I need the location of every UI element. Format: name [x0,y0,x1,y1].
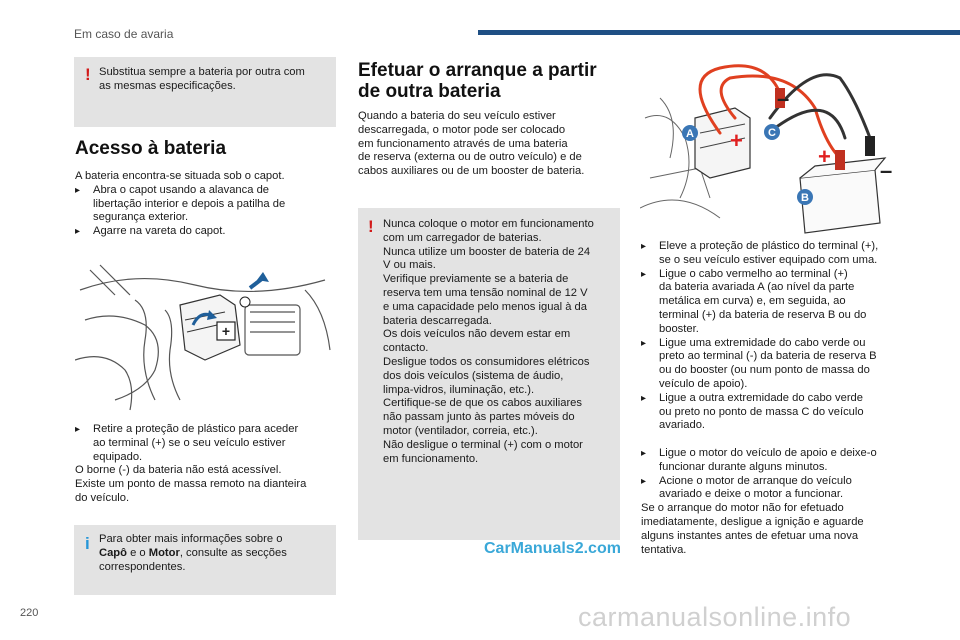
engine-bay-illustration [75,250,337,414]
note-text: O borne (-) da bateria não está acessível. [75,464,282,477]
site-watermark: CarManuals2.com [484,540,621,557]
warning-line: Substitua sempre a bateria por outra com [99,66,305,78]
battery-warning-box [74,57,336,127]
svg-text:+: + [221,323,231,339]
list-item: ▸ Ligue a outra extremidade do cabo verde ou preto no ponto de massa C do veículo avariado. [641,392,909,433]
warning-icon: ! [368,217,374,236]
section-header: Em caso de avaria [74,27,174,41]
list-item: ▸ Acione o motor de arranque do veículo avariado e deixe o motor a funcionar. [641,475,909,503]
closing-text: tentativa. [641,543,687,556]
warning-icon: ! [85,65,91,84]
jump-start-warning-box: ! Nunca coloque o motor em funcionamento com um carregador de baterias. Nunca utilize um booster de bateria de 24 V ou mais. Verifique previamente se a bateria de reserva tem uma tensão nominal de 12 V e uma capacidade pelo menos igual à da bateria descarregada. Os dois veículos não devem estar em contacto. Desligue todos os consumidores elétricos dos dois veículos (sistema de áudio, limpa-vidros, iluminação, etc.). Certifique-se de que os cabos auxiliares não passam junto às partes móveis do motor (ventilador, correia, etc.). Não desligue o terminal (+) com o motor em funcionamento. [358,208,620,540]
label-c: C [768,127,776,139]
info-box: i Para obter mais informações sobre o Capô e o Motor, consulte as secções correspondentes. [74,525,336,595]
battery-access-title: Acesso à bateria [75,138,227,159]
list-item: ▸ Retire a proteção de plástico para aceder ao terminal (+) se o seu veículo estiver equipado. [75,423,340,464]
page-number: 220 [20,607,39,619]
intro-text: A bateria encontra-se situada sob o capot. [75,170,285,182]
plus-label: + [730,128,743,153]
footer-watermark: carmanualsonline.info [578,602,852,632]
list-item: ▸ Ligue o motor do veículo de apoio e deixe-o funcionar durante alguns minutos. [641,447,909,475]
label-b: B [801,192,809,204]
warning-line: as mesmas especificações. [99,79,236,92]
list-item: ▸ Ligue o cabo vermelho ao terminal (+) da bateria avariada A (ao nível da parte metálica em curva) e, em seguida, ao terminal (+) da bateria de reserva B ou do booster. [641,268,909,337]
note-text: Existe um ponto de massa remoto na dianteira [75,478,307,491]
header-bar [478,30,960,35]
closing-text: imediatamente, desligue a ignição e aguarde [641,515,864,528]
closing-text: alguns instantes antes de efetuar uma nova [641,529,859,542]
minus-label: – [880,158,893,183]
list-item: ▸ Agarre na vareta do capot. [75,225,340,239]
list-item: ▸ Ligue uma extremidade do cabo verde ou preto ao terminal (-) da bateria de reserva B ou do booster (ou num ponto de massa do veículo de apoio). [641,337,909,392]
note-text: do veículo. [75,491,130,504]
list-item: ▸ Abra o capot usando a alavanca de libertação interior e depois a patilha de segurança exterior. [75,184,340,225]
plus-label: + [818,144,831,169]
minus-label: – [777,86,790,111]
label-a: A [686,128,694,140]
jump-start-title: Efetuar o arranque a partir de outra bateria [358,60,597,102]
info-icon: i [85,534,90,553]
jump-start-illustration [640,58,902,238]
closing-text: Se o arranque do motor não for efetuado [641,502,844,515]
list-item: ▸ Eleve a proteção de plástico do terminal (+), se o seu veículo estiver equipado com uma. [641,240,909,268]
